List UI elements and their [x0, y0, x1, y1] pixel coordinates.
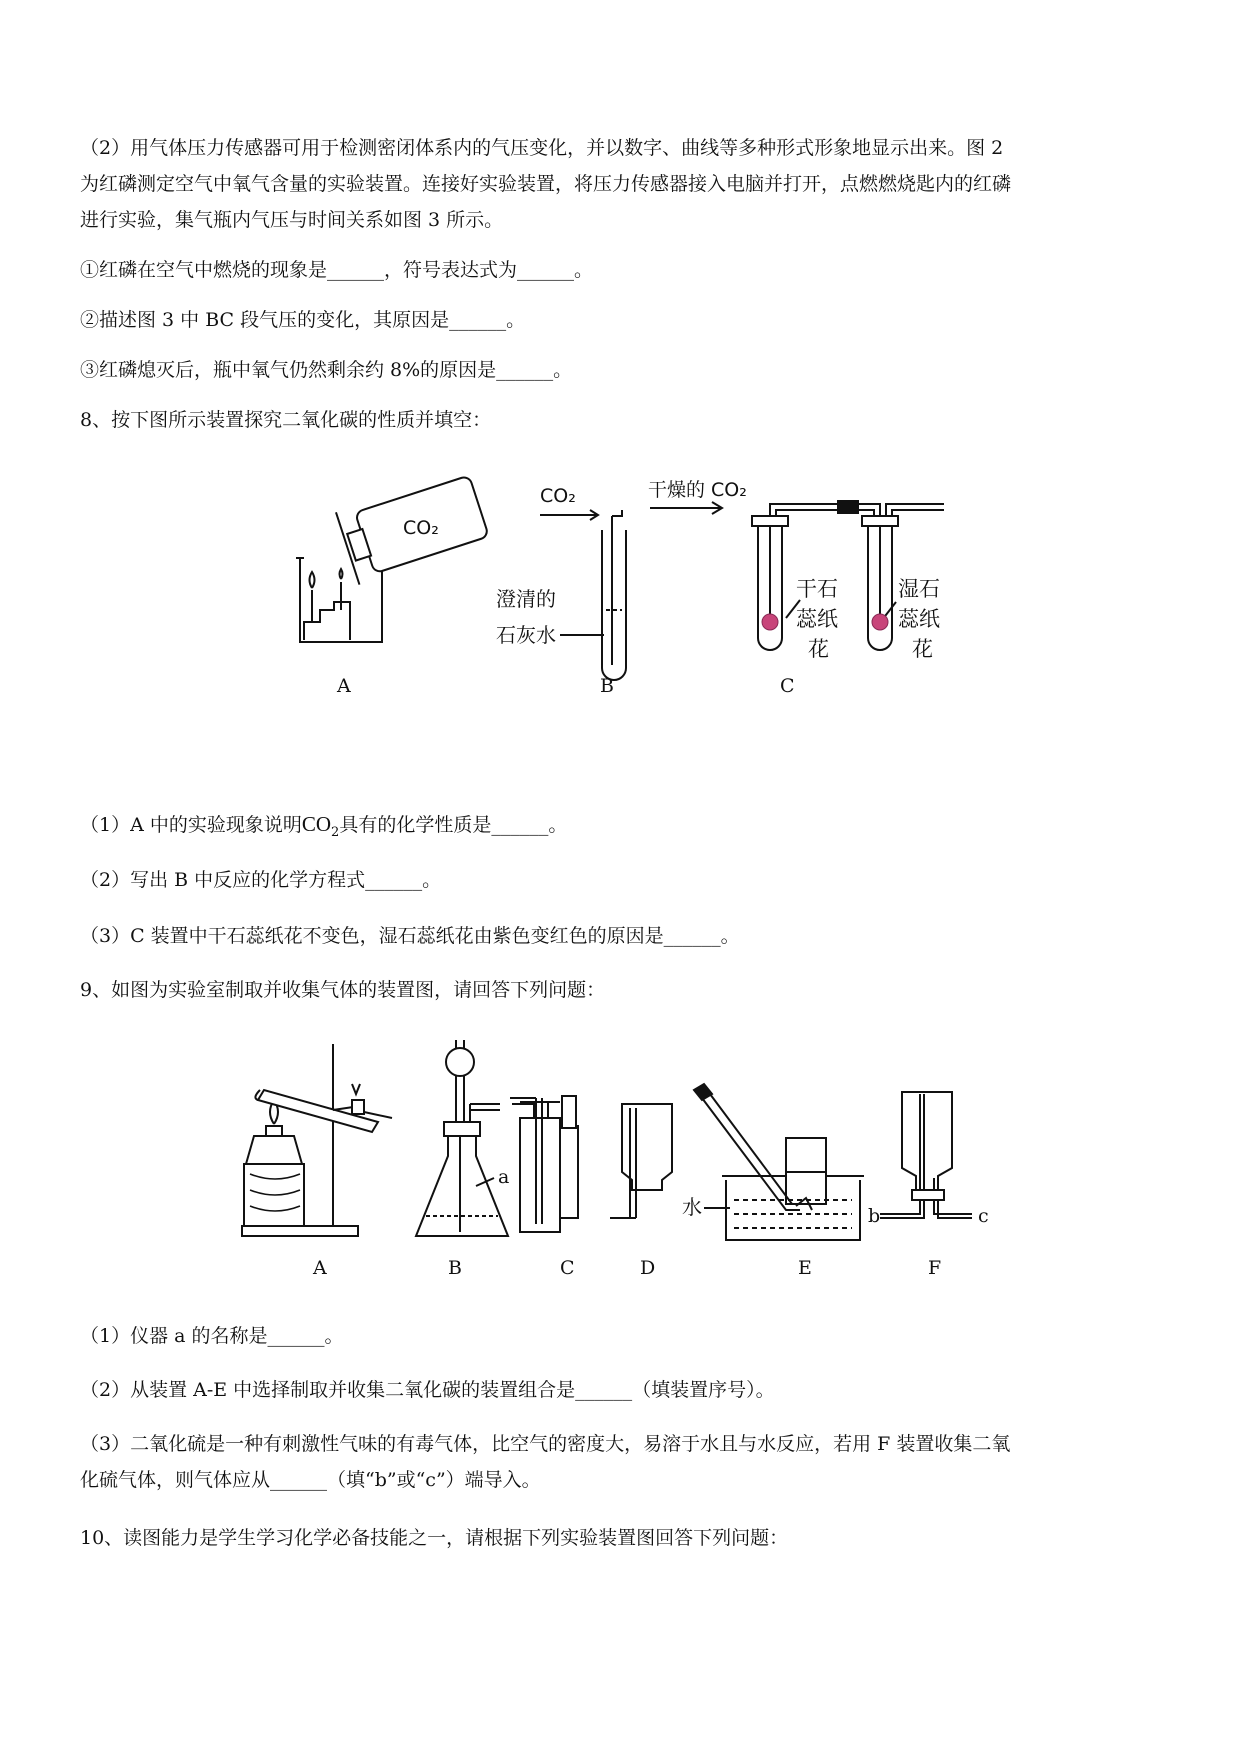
label-a-instrument: a — [498, 1166, 510, 1188]
candle-flame-low — [340, 569, 343, 579]
q7-sub1: ①红磷在空气中燃烧的现象是______，符号表达式为______。 — [80, 259, 594, 281]
apparatus-a — [242, 1044, 392, 1236]
q9-sub2: （2）从装置 A-E 中选择制取并收集二氧化碳的装置组合是______（填装置序号）。 — [80, 1379, 775, 1401]
q7-sub3: ③红磷熄灭后，瓶中氧气仍然剩余约 8%的原因是______。 — [80, 359, 573, 381]
b-liquid-label-1: 澄清的 — [496, 587, 556, 611]
q7-intro-line1: （2）用气体压力传感器可用于检测密闭体系内的气压变化，并以数字、曲线等多种形式形象地显示出来。图 2 — [80, 137, 1004, 159]
c-wet-3: 花 — [912, 637, 933, 661]
q9-cap-a: A — [313, 1257, 327, 1279]
b-arrow-label: CO₂ — [540, 485, 576, 507]
c-wet-2: 蕊纸 — [898, 607, 940, 631]
q9-sub3-line2: 化硫气体，则气体应从______（填“b”或“c”）端导入。 — [80, 1469, 541, 1491]
q9-cap-b: B — [448, 1257, 462, 1279]
q7-intro-line3: 进行实验，集气瓶内气压与时间关系如图 3 所示。 — [80, 209, 504, 231]
apparatus-c — [510, 1096, 578, 1232]
c-arrow-label: 干燥的 CO₂ — [648, 479, 747, 501]
label-c: c — [978, 1205, 989, 1227]
q9-stem: 9、如图为实验室制取并收集气体的装置图，请回答下列问题： — [80, 979, 606, 1001]
q9-cap-f: F — [928, 1257, 942, 1279]
q7-sub2: ②描述图 3 中 BC 段气压的变化，其原因是______。 — [80, 309, 526, 331]
label-water: 水 — [682, 1195, 702, 1219]
c-wet-1: 湿石 — [898, 577, 940, 601]
q8-figure — [0, 460, 1241, 710]
c-dry-2: 蕊纸 — [796, 607, 838, 631]
q7-intro-line2: 为红磷测定空气中氧气含量的实验装置。连接好实验装置，将压力传感器接入电脑并打开，点燃燃烧匙内的红磷 — [80, 173, 1012, 195]
b-liquid-label-2: 石灰水 — [496, 623, 556, 647]
c-dry-1: 干石 — [796, 577, 838, 601]
q8-sub1: （1）A 中的实验现象说明$CO_2$具有的化学性质是______。 — [80, 812, 568, 840]
q8-cap-b: B — [600, 675, 614, 697]
candle-flame-top — [310, 572, 315, 588]
label-b: b — [868, 1205, 881, 1227]
apparatus-a — [296, 470, 491, 642]
apparatus-b — [416, 1040, 508, 1236]
q9-cap-c: C — [560, 1257, 575, 1279]
q9-sub1: （1）仪器 a 的名称是______。 — [80, 1325, 344, 1347]
q8-sub2: （2）写出 B 中反应的化学方程式______。 — [80, 869, 442, 891]
apparatus-e — [694, 1084, 864, 1240]
q8-sub3: （3）C 装置中干石蕊纸花不变色，湿石蕊纸花由紫色变红色的原因是______。 — [80, 925, 740, 947]
q8-stem: 8、按下图所示装置探究二氧化碳的性质并填空： — [80, 409, 492, 431]
wet-litmus-flower — [872, 614, 888, 630]
apparatus-f — [880, 1092, 972, 1218]
a-bottle-label: CO₂ — [403, 517, 439, 539]
q9-cap-d: D — [640, 1257, 656, 1279]
q9-figure — [0, 1040, 1241, 1280]
dry-litmus-flower — [762, 614, 778, 630]
q8-cap-a: A — [337, 675, 351, 697]
apparatus-d — [610, 1104, 672, 1218]
q9-sub3-line1: （3）二氧化硫是一种有刺激性气味的有毒气体，比空气的密度大，易溶于水且与水反应，若用 F 装置收集二氧 — [80, 1433, 1011, 1455]
c-dry-3: 花 — [808, 637, 829, 661]
q8-cap-c: C — [780, 675, 795, 697]
q10-stem: 10、读图能力是学生学习化学必备技能之一，请根据下列实验装置图回答下列问题： — [80, 1527, 789, 1549]
q9-cap-e: E — [798, 1257, 812, 1279]
